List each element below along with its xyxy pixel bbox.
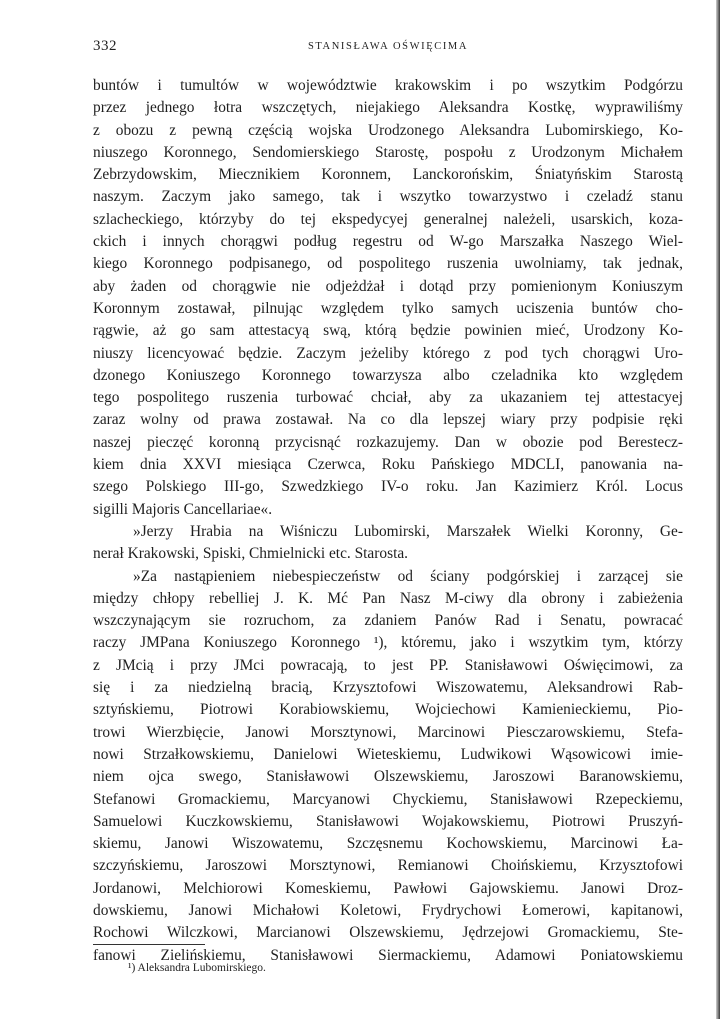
- text-line: dzonego Koniuszego Koronnego towarzysza albo czeladnika kto względem: [93, 366, 683, 384]
- text-line: ckich i innych chorągwi podług regestru od W-go Marszałka Naszego Wiel-: [93, 233, 683, 251]
- text-line: niuszego Koronnego, Sendomierskiego Starostę, pospołu z Urodzonym Michałem: [93, 143, 683, 161]
- text-line: z JMcią i przy JMci powracają, to jest PP. Stanisławowi Oświęcimowi, za: [93, 656, 683, 674]
- text-line: Samuelowi Kuczkowskiemu, Stanisławowi Wojakowskiemu, Piotrowi Pruszyń-: [93, 812, 683, 830]
- text-line: niem ojca swego, Stanisławowi Olszewskiemu, Jaroszowi Baranowskiemu,: [93, 768, 683, 786]
- text-line: Stefanowi Gromackiemu, Marcyanowi Chyckiemu, Stanisławowi Rzepeckiemu,: [93, 790, 683, 808]
- text-line: przez jednego łotra wszczętych, niejakiego Aleksandra Kostkę, wyprawiliśmy: [93, 99, 683, 117]
- text-line: buntów i tumultów w województwie krakowskim i po wszytkim Podgórzu: [93, 77, 683, 94]
- text-line: tego pospolitego ruszenia turbować chciał, aby za ukazaniem tej attestacyej: [93, 389, 683, 407]
- text-line: rągwie, aż go sam attestacyą swą, którą będzie powinien mieć, Urodzony Ko-: [93, 322, 683, 340]
- text-line: »Jerzy Hrabia na Wiśniczu Lubomirski, Marszałek Wielki Koronny, Ge-: [133, 522, 683, 540]
- footnote: ¹) Aleksandra Lubomirskiego.: [128, 962, 266, 974]
- text-line: nerał Krakowski, Spiski, Chmielnicki etc. Starosta.: [93, 545, 409, 563]
- text-line: kiego Koronnego podpisanego, od pospolitego ruszenia uwolniamy, tak jednak,: [93, 255, 683, 273]
- text-line: sigilli Majoris Cancellariae«.: [93, 500, 273, 518]
- text-line: Rochowi Wilczkowi, Marcianowi Olszewskiemu, Jędrzejowi Gromackiemu, Ste-: [93, 924, 683, 942]
- page-header: [93, 38, 683, 58]
- text-line: wszczynającym sie rozruchom, za zdaniem Panów Rad i Senatu, powracać: [93, 612, 683, 630]
- text-line: szczyńskiemu, Jaroszowi Morsztynowi, Remianowi Choińskiemu, Krzysztofowi: [93, 857, 683, 875]
- text-line: skiemu, Janowi Wiszowatemu, Szczęsnemu Kochowskiemu, Marcinowi Ła-: [93, 835, 683, 853]
- text-line: Zebrzydowskim, Miecznikiem Koronnem, Lanckorońskim, Śniatyńskim Starostą: [93, 166, 683, 184]
- text-line: trowi Wierzbięcie, Janowi Morsztynowi, Marcinowi Piesczarowskiemu, Stefa-: [93, 723, 683, 741]
- text-line: naszej pieczęć koronną przycisnąć rozkazujemy. Dan w obozie pod Berestecz-: [93, 433, 683, 451]
- text-line: niuszy licencyować będzie. Zaczym jeżeliby którego z pod tych chorągwi Uro-: [93, 344, 683, 362]
- text-line: »Za nastąpieniem niebespieczeństw od ściany podgórskiej i zarzącej sie: [133, 567, 683, 585]
- text-line: nowi Strzałkowskiemu, Danielowi Wieteskiemu, Ludwikowi Wąsowicowi imie-: [93, 745, 683, 763]
- text-line: szlacheckiego, którzyby do tej ekspedycyej generalnej należeli, usarskich, koza-: [93, 210, 683, 228]
- text-line: sztyńskiemu, Piotrowi Korabiowskiemu, Wojciechowi Kamienieckiemu, Pio-: [93, 701, 683, 719]
- text-line: szego Polskiego III-go, Szwedzkiego IV-o roku. Jan Kazimierz Król. Locus: [93, 478, 683, 496]
- text-line: naszym. Zaczym jako samego, tak i wszytko towarzystwo i czeladź stanu: [93, 188, 683, 206]
- text-line: Jordanowi, Melchiorowi Komeskiemu, Pawłowi Gajowskiemu. Janowi Droz-: [93, 879, 683, 897]
- text-line: Koronnym zostawał, pilnując względem tylko samych uciszenia buntów cho-: [93, 299, 683, 317]
- page-number: 332: [93, 38, 117, 54]
- footnote-rule: [93, 944, 205, 945]
- text-line: dowskiemu, Janowi Michałowi Koletowi, Frydrychowi Łomerowi, kapitanowi,: [93, 901, 683, 919]
- body-text: [93, 75, 683, 967]
- text-line: z obozu z pewną częścią wojska Urodzonego Aleksandra Lubomirskiego, Ko-: [93, 121, 683, 139]
- text-line: raczy JMPana Koniuszego Koronnego ¹), któremu, jako i wszytkim tym, którzy: [93, 634, 683, 652]
- running-head: STANISŁAWA OŚWIĘCIMA: [307, 41, 469, 52]
- text-line: między chłopy rebelliej J. K. Mć Pan Nasz M-ciwy dla obrony i zabieżenia: [93, 589, 683, 607]
- text-line: aby żaden od chorągwie nie odjeżdżał i dotąd przy pomienionym Koniuszym: [93, 277, 683, 295]
- text-line: się i za niedzielną bracią, Krzysztofowi Wiszowatemu, Aleksandrowi Rab-: [93, 679, 683, 697]
- text-line: zaraz wolny od prawa zostawał. Na co dla lepszej wiary przy podpisie ręki: [93, 411, 683, 429]
- page-edge: [716, 0, 720, 1019]
- text-line: kiem dnia XXVI miesiąca Czerwca, Roku Pańskiego MDCLI, panowania na-: [93, 456, 683, 474]
- text-line: fanowi Zielińskiemu, Stanisławowi Siermackiemu, Adamowi Poniatowskiemu: [93, 946, 683, 964]
